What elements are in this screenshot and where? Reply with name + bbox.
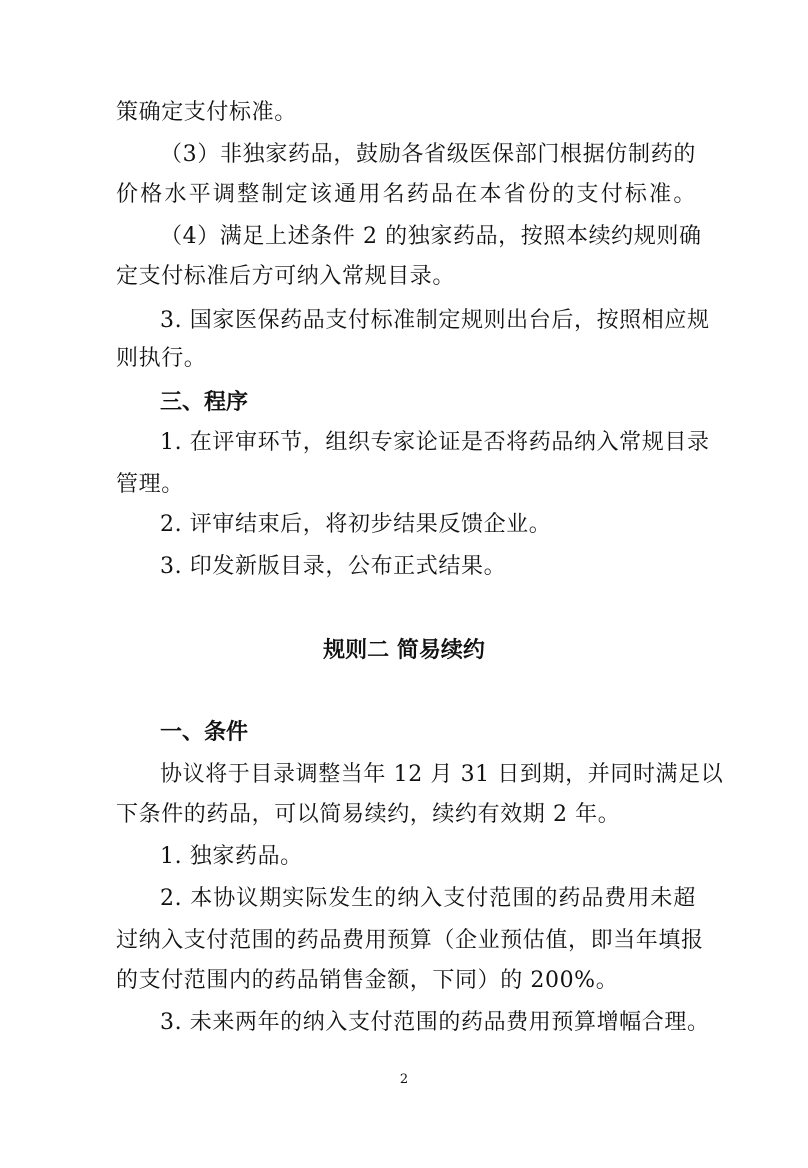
text-line: 下条件的药品，可以简易续约，续约有效期 2 年。 (116, 802, 621, 827)
text-line: 则执行。 (116, 346, 207, 371)
text-line: 1. 独家药品。 (160, 844, 303, 869)
text-line: 价格水平调整制定该通用名药品在本省份的支付标准。 (116, 182, 696, 207)
section-heading-conditions: 一、条件 (160, 720, 249, 745)
text-line: 过纳入支付范围的药品费用预算（企业预估值，即当年填报 (116, 928, 704, 953)
text-line: 管理。 (116, 472, 184, 497)
text-line: 3. 未来两年的纳入支付范围的药品费用预算增幅合理。 (160, 1010, 710, 1035)
text-line: 的支付范围内的药品销售金额，下同）的 200%。 (116, 968, 619, 993)
text-line: 1. 在评审环节，组织专家论证是否将药品纳入常规目录 (160, 430, 710, 455)
rule-title: 规则二 简易续约 (323, 638, 485, 663)
text-line: 策确定支付标准。 (116, 100, 297, 125)
text-line: （3）非独家药品，鼓励各省级医保部门根据仿制药的 (160, 142, 696, 167)
text-line: 2. 评审结束后，将初步结果反馈企业。 (160, 512, 552, 537)
text-line: 3. 国家医保药品支付标准制定规则出台后，按照相应规 (160, 308, 710, 333)
text-line: 协议将于目录调整当年 12 月 31 日到期，并同时满足以 (160, 762, 724, 787)
text-line: 2. 本协议期实际发生的纳入支付范围的药品费用未超 (160, 886, 696, 911)
text-line: 定支付标准后方可纳入常规目录。 (116, 264, 456, 289)
text-line: （4）满足上述条件 2 的独家药品，按照本续约规则确 (160, 224, 702, 249)
section-heading-procedure: 三、程序 (160, 390, 249, 415)
page-number: 2 (399, 1072, 409, 1087)
text-line: 3. 印发新版目录，公布正式结果。 (160, 554, 507, 579)
